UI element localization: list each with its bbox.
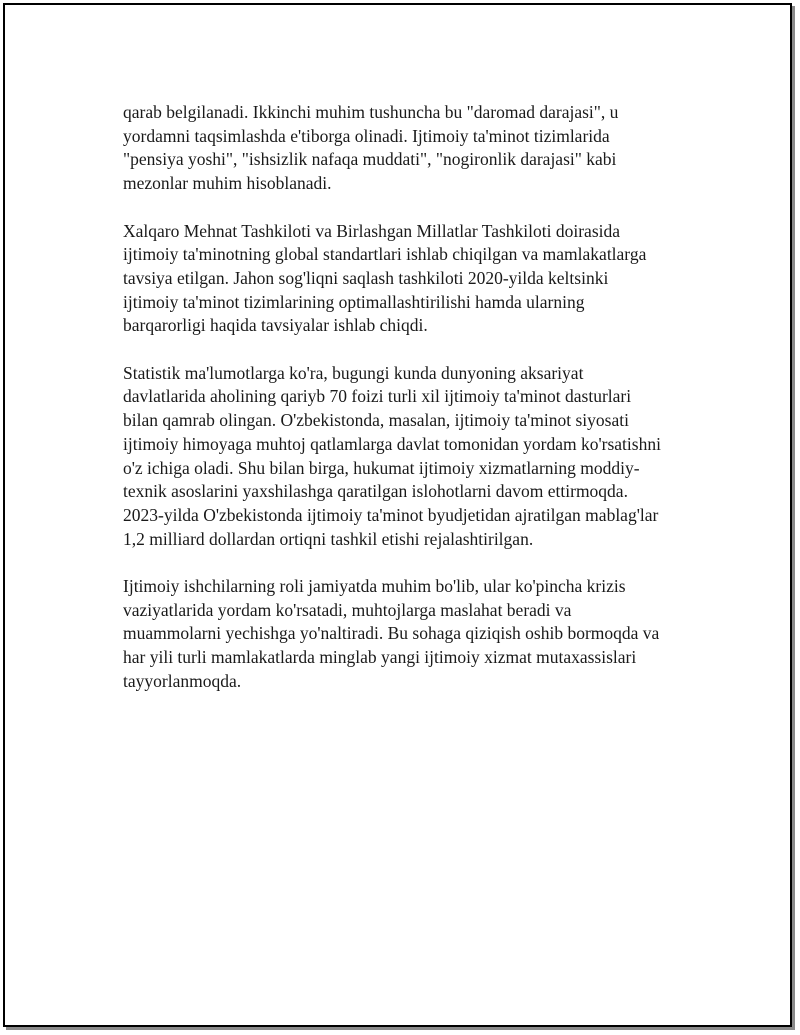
text-line: texnik asoslarini yaxshilashga qaratilgan islohotlarni davom ettirmoqda. xyxy=(123,481,628,502)
text-line: barqarorligi haqida tavsiyalar ishlab chiqdi. xyxy=(123,315,428,336)
text-line: 2023-yilda O'zbekistonda ijtimoiy ta'minot byudjetidan ajratilgan mablag'lar xyxy=(123,504,659,525)
text-line: tavsiya etilgan. Jahon sog'liqni saqlash tashkiloti 2020-yilda keltsinki xyxy=(123,267,609,288)
text-line: tayyorlanmoqda. xyxy=(123,670,242,691)
text-line: 1,2 milliard dollardan ortiqni tashkil etishi rejalashtirilgan. xyxy=(123,528,534,549)
text-line: ijtimoiy himoyaga muhtoj qatlamlarga davlat tomonidan yordam ko'rsatishni xyxy=(123,433,661,454)
document-body xyxy=(123,101,703,717)
text-line: mezonlar muhim hisoblanadi. xyxy=(123,173,332,194)
text-line: vaziyatlarida yordam ko'rsatadi, muhtojlarga maslahat beradi va xyxy=(123,599,572,620)
text-line: Ijtimoiy ishchilarning roli jamiyatda muhim bo'lib, ular ko'pincha krizis xyxy=(123,576,626,597)
paragraph-international-standards xyxy=(123,220,703,339)
text-line: muammolarni yechishga yo'naltiradi. Bu sohaga qiziqish oshib bormoqda va xyxy=(123,623,660,644)
text-line: qarab belgilanadi. Ikkinchi muhim tushuncha bu "daromad darajasi", u xyxy=(123,102,619,122)
text-line: Xalqaro Mehnat Tashkiloti va Birlashgan Millatlar Tashkiloti doirasida xyxy=(123,220,621,241)
text-line: ijtimoiy ta'minotning global standartlari ishlab chiqilgan va mamlakatlarga xyxy=(123,244,647,265)
text-line: o'z ichiga oladi. Shu bilan birga, hukumat ijtimoiy xizmatlarning moddiy- xyxy=(123,457,640,478)
text-line: "pensiya yoshi", "ishsizlik nafaqa muddati", "nogironlik darajasi" kabi xyxy=(123,149,617,170)
text-line: bilan qamrab olingan. O'zbekistonda, masalan, ijtimoiy ta'minot siyosati xyxy=(123,410,629,431)
paragraph-statistics xyxy=(123,362,703,552)
text-line: ijtimoiy ta'minot tizimlarining optimallashtirilishi hamda ularning xyxy=(123,291,585,312)
text-line: davlatlarida aholining qariyb 70 foizi turli xil ijtimoiy ta'minot dasturlari xyxy=(123,386,632,407)
paragraph-criteria xyxy=(123,101,703,196)
paragraph-social-workers xyxy=(123,575,703,694)
text-line: har yili turli mamlakatlarda minglab yangi ijtimoiy xizmat mutaxassislari xyxy=(123,647,637,668)
text-line: Statistik ma'lumotlarga ko'ra, bugungi kunda dunyoning aksariyat xyxy=(123,362,584,383)
text-line: yordamni taqsimlashda e'tiborga olinadi. Ijtimoiy ta'minot tizimlarida xyxy=(123,125,610,146)
document-page xyxy=(3,3,792,1027)
